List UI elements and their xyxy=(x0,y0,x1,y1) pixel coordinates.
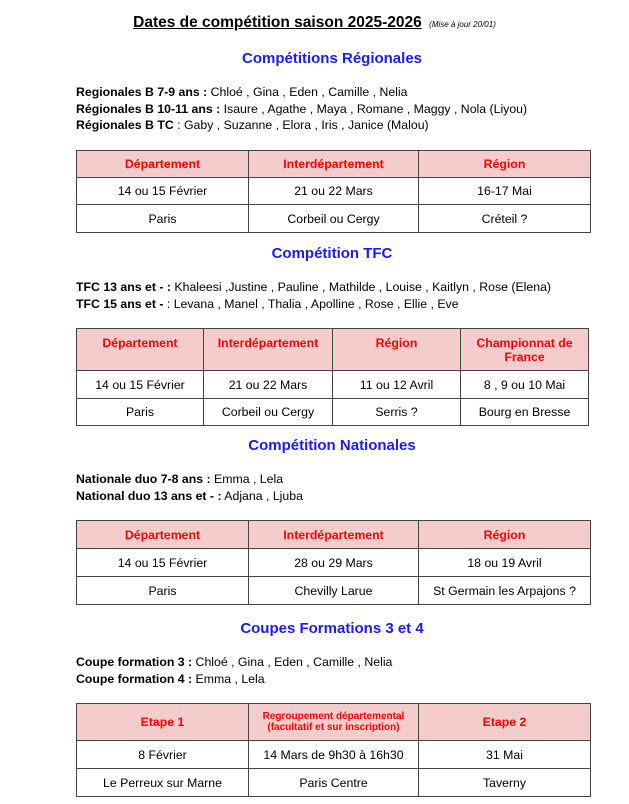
group-line xyxy=(76,101,527,118)
section-title-tfc: Compétition TFC xyxy=(271,245,393,262)
group-members: : Levana , Manel , Thalia , Apolline , Rose , Ellie , Eve xyxy=(163,296,459,311)
group-line xyxy=(76,671,392,688)
table-cell: Paris xyxy=(77,399,204,426)
group-line xyxy=(76,279,551,296)
table-cell: Paris xyxy=(77,205,249,233)
header-cell xyxy=(249,704,419,741)
section-title-nationales: Compétition Nationales xyxy=(248,437,416,454)
table-cell: 14 ou 15 Février xyxy=(77,549,249,577)
table-header-row xyxy=(77,329,589,371)
table-row xyxy=(77,577,591,605)
group-list-coupes xyxy=(76,654,392,687)
header-cell: Département xyxy=(77,151,249,178)
table-row xyxy=(77,205,591,233)
header-cell: Championnat de France xyxy=(461,329,589,371)
table-cell: Corbeil ou Cergy xyxy=(204,399,333,426)
group-line xyxy=(76,296,551,313)
table-header-row xyxy=(77,151,591,178)
schedule-table-tfc xyxy=(76,328,589,426)
group-label: Regionales B 7-9 ans : xyxy=(76,85,208,99)
section-title-coupes: Coupes Formations 3 et 4 xyxy=(240,620,424,637)
update-note: (Mise à jour 20/01) xyxy=(429,20,496,29)
header-cell: Etape 2 xyxy=(419,704,591,741)
group-members: Emma , Lela xyxy=(192,671,265,686)
table-row xyxy=(77,741,591,769)
group-list-nationales xyxy=(76,471,303,504)
table-cell: 18 ou 19 Avril xyxy=(419,549,591,577)
schedule-table-coupes xyxy=(76,703,591,797)
table-cell: 14 ou 15 Février xyxy=(77,371,204,399)
table-cell: Bourg en Bresse xyxy=(461,399,589,426)
group-label: National duo 13 ans et - : xyxy=(76,488,222,503)
group-label: Régionales B 10-11 ans : xyxy=(76,101,221,116)
section-title-regionales: Compétitions Régionales xyxy=(241,50,423,67)
table-row xyxy=(77,178,591,205)
group-line xyxy=(76,654,392,671)
table-row xyxy=(77,549,591,577)
group-list-regionales xyxy=(76,84,527,134)
header-cell: Département xyxy=(77,521,249,549)
table-cell: Paris Centre xyxy=(249,769,419,797)
table-row xyxy=(77,399,589,426)
table-cell: 11 ou 12 Avril xyxy=(333,371,461,399)
table-cell: 8 Février xyxy=(77,741,249,769)
group-label: TFC 15 ans et - xyxy=(76,296,164,311)
group-line xyxy=(76,117,527,134)
header-cell: Interdépartement xyxy=(249,151,419,178)
table-cell: Taverny xyxy=(419,769,591,797)
header-cell: Région xyxy=(333,329,461,371)
header-cell: Région xyxy=(419,151,591,178)
group-members: Isaure , Agathe , Maya , Romane , Maggy , Nola (Liyou) xyxy=(220,101,528,116)
table-cell: 14 ou 15 Février xyxy=(77,178,249,205)
table-cell: 16-17 Mai xyxy=(419,178,591,205)
table-row xyxy=(77,371,589,399)
group-line xyxy=(76,471,303,488)
group-members: : Gaby , Suzanne , Elora , Iris , Janice (Malou) xyxy=(173,118,429,132)
header-cell: Département xyxy=(77,329,204,371)
group-label: TFC 13 ans et - : xyxy=(76,280,171,294)
header-line: (facultatif et sur inscription) xyxy=(267,722,400,733)
table-cell: 14 Mars de 9h30 à 16h30 xyxy=(249,741,419,769)
group-label: Régionales B TC xyxy=(76,118,174,132)
table-cell: 31 Mai xyxy=(419,741,591,769)
header-line: Regroupement départemental xyxy=(262,711,405,722)
group-members: Adjana , Ljuba xyxy=(221,488,303,503)
group-label: Coupe formation 4 : xyxy=(76,671,193,686)
header-cell: Interdépartement xyxy=(204,329,333,371)
table-cell: Chevilly Larue xyxy=(249,577,419,605)
table-cell: 21 ou 22 Mars xyxy=(204,371,333,399)
table-row xyxy=(77,769,591,797)
table-cell: Le Perreux sur Marne xyxy=(77,769,249,797)
table-cell: Serris ? xyxy=(333,399,461,426)
group-list-tfc xyxy=(76,279,551,312)
table-header-row xyxy=(77,521,591,549)
header-cell: Région xyxy=(419,521,591,549)
table-cell: Créteil ? xyxy=(419,205,591,233)
table-cell: 28 ou 29 Mars xyxy=(249,549,419,577)
header-cell: Etape 1 xyxy=(77,704,249,741)
schedule-table-regionales xyxy=(76,150,591,233)
table-header-row xyxy=(77,704,591,741)
group-members: Chloé , Gina , Eden , Camille , Nelia xyxy=(207,85,408,99)
table-cell: 21 ou 22 Mars xyxy=(249,178,419,205)
group-members: Chloé , Gina , Eden , Camille , Nelia xyxy=(192,655,393,669)
group-line xyxy=(76,84,527,101)
schedule-table-nationales xyxy=(76,520,591,605)
group-line xyxy=(76,488,303,505)
group-members: Khaleesi ,Justine , Pauline , Mathilde , Louise , Kaitlyn , Rose (Elena) xyxy=(170,280,552,294)
table-cell: Corbeil ou Cergy xyxy=(249,205,419,233)
table-cell: St Germain les Arpajons ? xyxy=(419,577,591,605)
document-title xyxy=(0,14,629,32)
header-cell: Interdépartement xyxy=(249,521,419,549)
group-members: Emma , Lela xyxy=(210,472,284,486)
table-cell: 8 , 9 ou 10 Mai xyxy=(461,371,589,399)
page-title: Dates de compétition saison 2025-2026 xyxy=(133,14,422,31)
group-label: Coupe formation 3 : xyxy=(76,655,193,669)
table-cell: Paris xyxy=(77,577,249,605)
group-label: Nationale duo 7-8 ans : xyxy=(76,472,211,486)
